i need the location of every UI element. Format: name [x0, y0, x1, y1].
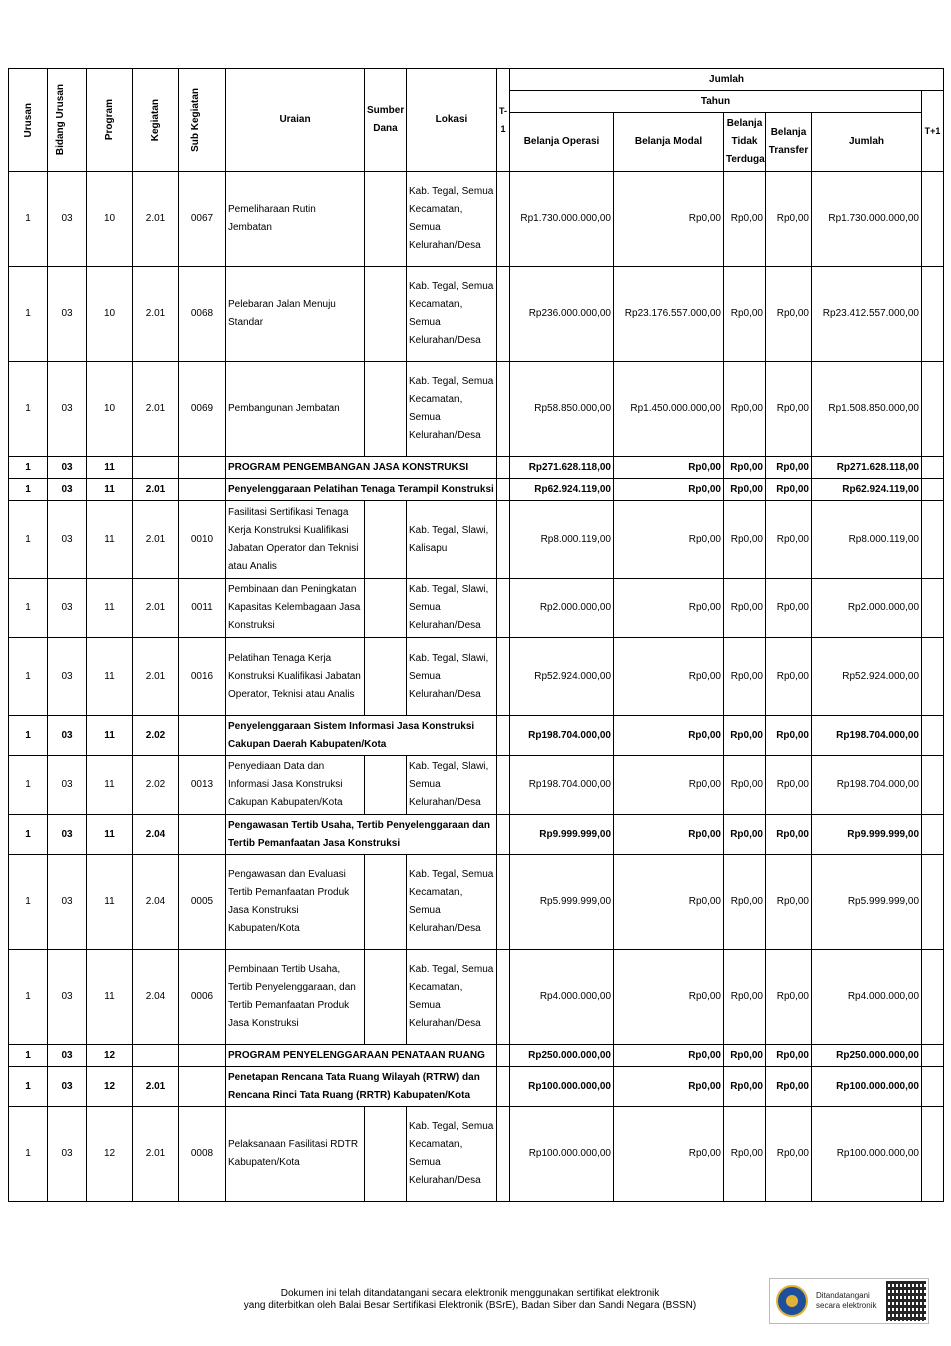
cell-kegiatan: [133, 457, 179, 479]
qr-code-icon: [886, 1281, 926, 1321]
cell-belanja-transfer: Rp0,00: [766, 479, 812, 501]
cell-sub-kegiatan: 0069: [179, 362, 226, 457]
cell-uraian: Pembangunan Jembatan: [226, 362, 365, 457]
header-t-plus-1: T+1: [922, 91, 944, 172]
cell-t-minus-1: [497, 950, 510, 1045]
cell-uraian: Pelebaran Jalan Menuju Standar: [226, 267, 365, 362]
table-row: [9, 457, 944, 479]
table-row: [9, 638, 944, 716]
table-row: [9, 950, 944, 1045]
cell-bidang-urusan: 03: [48, 638, 87, 716]
cell-belanja-operasi: Rp5.999.999,00: [510, 855, 614, 950]
cell-urusan: 1: [9, 1107, 48, 1202]
cell-urusan: 1: [9, 172, 48, 267]
header-uraian: Uraian: [226, 69, 365, 172]
cell-sub-kegiatan: [179, 716, 226, 756]
table-row: [9, 815, 944, 855]
cell-kegiatan: 2.01: [133, 501, 179, 579]
cell-t-minus-1: [497, 1067, 510, 1107]
cell-t-plus-1: [922, 579, 944, 638]
cell-bidang-urusan: 03: [48, 1107, 87, 1202]
budget-table: [8, 68, 944, 1202]
cell-t-minus-1: [497, 638, 510, 716]
cell-t-minus-1: [497, 267, 510, 362]
bssn-seal-icon: [776, 1285, 808, 1317]
table-header: [9, 69, 944, 172]
cell-bidang-urusan: 03: [48, 579, 87, 638]
e-signature-stamp: [769, 1278, 929, 1324]
cell-belanja-operasi: Rp100.000.000,00: [510, 1067, 614, 1107]
cell-kegiatan: [133, 1045, 179, 1067]
cell-belanja-operasi: Rp236.000.000,00: [510, 267, 614, 362]
cell-belanja-tidak-terduga: Rp0,00: [724, 579, 766, 638]
cell-lokasi: Kab. Tegal, Slawi, Kalisapu: [407, 501, 497, 579]
cell-belanja-transfer: Rp0,00: [766, 362, 812, 457]
cell-urusan: 1: [9, 579, 48, 638]
cell-program: 11: [87, 457, 133, 479]
cell-uraian: Pembinaan Tertib Usaha, Tertib Penyelenggaraan, dan Tertib Pemanfaatan Produk Jasa Konstruksi: [226, 950, 365, 1045]
header-t-minus-1: T-1: [497, 69, 510, 172]
cell-program: 11: [87, 579, 133, 638]
cell-program: 12: [87, 1067, 133, 1107]
cell-urusan: 1: [9, 267, 48, 362]
cell-kegiatan: 2.04: [133, 815, 179, 855]
cell-belanja-tidak-terduga: Rp0,00: [724, 1045, 766, 1067]
cell-belanja-operasi: Rp198.704.000,00: [510, 716, 614, 756]
cell-t-minus-1: [497, 716, 510, 756]
signature-notice-line2: yang diterbitkan oleh Balai Besar Sertifikasi Elektronik (BSrE), Badan Siber dan Sandi Negara (BSSN): [243, 1300, 697, 1311]
cell-jumlah: Rp1.730.000.000,00: [812, 172, 922, 267]
table-row: [9, 267, 944, 362]
table-row: [9, 479, 944, 501]
cell-t-plus-1: [922, 172, 944, 267]
cell-sumber-dana: [365, 855, 407, 950]
cell-program: 10: [87, 267, 133, 362]
cell-belanja-tidak-terduga: Rp0,00: [724, 716, 766, 756]
cell-belanja-transfer: Rp0,00: [766, 855, 812, 950]
header-lokasi: Lokasi: [407, 69, 497, 172]
cell-belanja-tidak-terduga: Rp0,00: [724, 267, 766, 362]
cell-sumber-dana: [365, 950, 407, 1045]
cell-sumber-dana: [365, 501, 407, 579]
cell-sumber-dana: [365, 362, 407, 457]
header-belanja-tidak-terduga: Belanja Tidak Terduga: [724, 113, 766, 172]
cell-belanja-tidak-terduga: Rp0,00: [724, 638, 766, 716]
cell-t-plus-1: [922, 855, 944, 950]
cell-uraian: Penyelenggaraan Sistem Informasi Jasa Konstruksi Cakupan Daerah Kabupaten/Kota: [226, 716, 497, 756]
cell-urusan: 1: [9, 638, 48, 716]
table-row: [9, 362, 944, 457]
cell-t-plus-1: [922, 1045, 944, 1067]
cell-jumlah: Rp1.508.850.000,00: [812, 362, 922, 457]
cell-t-plus-1: [922, 756, 944, 815]
cell-belanja-transfer: Rp0,00: [766, 756, 812, 815]
cell-belanja-tidak-terduga: Rp0,00: [724, 501, 766, 579]
cell-sumber-dana: [365, 172, 407, 267]
cell-belanja-operasi: Rp198.704.000,00: [510, 756, 614, 815]
cell-bidang-urusan: 03: [48, 815, 87, 855]
cell-urusan: 1: [9, 1045, 48, 1067]
cell-t-plus-1: [922, 638, 944, 716]
cell-kegiatan: 2.01: [133, 267, 179, 362]
cell-kegiatan: 2.04: [133, 855, 179, 950]
cell-uraian: Pengawasan Tertib Usaha, Tertib Penyelenggaraan dan Tertib Pemanfaatan Jasa Konstruksi: [226, 815, 497, 855]
cell-jumlah: Rp62.924.119,00: [812, 479, 922, 501]
cell-sub-kegiatan: [179, 1067, 226, 1107]
cell-sumber-dana: [365, 579, 407, 638]
cell-uraian: Penyelenggaraan Pelatihan Tenaga Terampil Konstruksi: [226, 479, 497, 501]
cell-sub-kegiatan: 0008: [179, 1107, 226, 1202]
cell-sumber-dana: [365, 638, 407, 716]
cell-belanja-modal: Rp1.450.000.000,00: [614, 362, 724, 457]
cell-lokasi: Kab. Tegal, Slawi, Semua Kelurahan/Desa: [407, 579, 497, 638]
cell-lokasi: Kab. Tegal, Semua Kecamatan, Semua Kelurahan/Desa: [407, 950, 497, 1045]
header-urusan: Urusan: [9, 69, 48, 172]
cell-t-minus-1: [497, 1107, 510, 1202]
cell-program: 11: [87, 950, 133, 1045]
cell-t-minus-1: [497, 479, 510, 501]
cell-jumlah: Rp52.924.000,00: [812, 638, 922, 716]
cell-urusan: 1: [9, 756, 48, 815]
header-kegiatan: Kegiatan: [133, 69, 179, 172]
signature-notice-line1: Dokumen ini telah ditandatangani secara elektronik menggunakan sertifikat elektronik: [280, 1288, 660, 1299]
cell-kegiatan: 2.01: [133, 479, 179, 501]
cell-jumlah: Rp23.412.557.000,00: [812, 267, 922, 362]
cell-belanja-operasi: Rp9.999.999,00: [510, 815, 614, 855]
cell-sub-kegiatan: [179, 457, 226, 479]
table-row: [9, 172, 944, 267]
cell-jumlah: Rp271.628.118,00: [812, 457, 922, 479]
cell-program: 11: [87, 756, 133, 815]
cell-belanja-modal: Rp0,00: [614, 479, 724, 501]
cell-belanja-transfer: Rp0,00: [766, 1045, 812, 1067]
cell-belanja-modal: Rp0,00: [614, 1107, 724, 1202]
cell-sumber-dana: [365, 267, 407, 362]
table-row: [9, 716, 944, 756]
cell-t-plus-1: [922, 479, 944, 501]
cell-belanja-modal: Rp0,00: [614, 638, 724, 716]
cell-kegiatan: 2.01: [133, 172, 179, 267]
cell-belanja-transfer: Rp0,00: [766, 579, 812, 638]
cell-t-minus-1: [497, 457, 510, 479]
cell-program: 11: [87, 855, 133, 950]
cell-lokasi: Kab. Tegal, Semua Kecamatan, Semua Kelurahan/Desa: [407, 172, 497, 267]
cell-bidang-urusan: 03: [48, 501, 87, 579]
cell-sub-kegiatan: 0013: [179, 756, 226, 815]
cell-belanja-operasi: Rp8.000.119,00: [510, 501, 614, 579]
cell-belanja-operasi: Rp271.628.118,00: [510, 457, 614, 479]
header-jumlah-group: Jumlah: [510, 69, 944, 91]
cell-lokasi: Kab. Tegal, Slawi, Semua Kelurahan/Desa: [407, 638, 497, 716]
cell-belanja-modal: Rp0,00: [614, 1045, 724, 1067]
cell-belanja-operasi: Rp2.000.000,00: [510, 579, 614, 638]
table-row: [9, 579, 944, 638]
cell-t-minus-1: [497, 855, 510, 950]
cell-belanja-tidak-terduga: Rp0,00: [724, 855, 766, 950]
table-row: [9, 756, 944, 815]
cell-belanja-modal: Rp0,00: [614, 815, 724, 855]
cell-program: 11: [87, 716, 133, 756]
cell-t-plus-1: [922, 815, 944, 855]
header-belanja-transfer: Belanja Transfer: [766, 113, 812, 172]
cell-uraian: PROGRAM PENYELENGGARAAN PENATAAN RUANG: [226, 1045, 497, 1067]
cell-t-minus-1: [497, 501, 510, 579]
cell-sub-kegiatan: 0005: [179, 855, 226, 950]
cell-belanja-modal: Rp0,00: [614, 1067, 724, 1107]
cell-jumlah: Rp8.000.119,00: [812, 501, 922, 579]
cell-belanja-transfer: Rp0,00: [766, 457, 812, 479]
cell-belanja-modal: Rp23.176.557.000,00: [614, 267, 724, 362]
cell-bidang-urusan: 03: [48, 756, 87, 815]
cell-bidang-urusan: 03: [48, 172, 87, 267]
cell-belanja-operasi: Rp100.000.000,00: [510, 1107, 614, 1202]
cell-urusan: 1: [9, 479, 48, 501]
cell-urusan: 1: [9, 855, 48, 950]
header-bidang-urusan: Bidang Urusan: [48, 69, 87, 172]
cell-jumlah: Rp5.999.999,00: [812, 855, 922, 950]
cell-belanja-modal: Rp0,00: [614, 501, 724, 579]
cell-program: 11: [87, 815, 133, 855]
cell-uraian: Fasilitasi Sertifikasi Tenaga Kerja Konstruksi Kualifikasi Jabatan Operator dan Teknisi atau Analis: [226, 501, 365, 579]
cell-belanja-tidak-terduga: Rp0,00: [724, 362, 766, 457]
cell-sub-kegiatan: [179, 815, 226, 855]
cell-bidang-urusan: 03: [48, 950, 87, 1045]
cell-kegiatan: 2.02: [133, 756, 179, 815]
cell-belanja-modal: Rp0,00: [614, 756, 724, 815]
table-row: [9, 1067, 944, 1107]
cell-program: 11: [87, 479, 133, 501]
cell-belanja-tidak-terduga: Rp0,00: [724, 950, 766, 1045]
cell-belanja-tidak-terduga: Rp0,00: [724, 479, 766, 501]
cell-program: 12: [87, 1045, 133, 1067]
cell-t-minus-1: [497, 172, 510, 267]
cell-program: 11: [87, 501, 133, 579]
cell-program: 10: [87, 172, 133, 267]
cell-lokasi: Kab. Tegal, Semua Kecamatan, Semua Kelurahan/Desa: [407, 855, 497, 950]
cell-t-plus-1: [922, 267, 944, 362]
cell-belanja-modal: Rp0,00: [614, 950, 724, 1045]
cell-kegiatan: 2.02: [133, 716, 179, 756]
cell-belanja-tidak-terduga: Rp0,00: [724, 756, 766, 815]
cell-kegiatan: 2.01: [133, 579, 179, 638]
cell-sumber-dana: [365, 1107, 407, 1202]
cell-uraian: Penetapan Rencana Tata Ruang Wilayah (RTRW) dan Rencana Rinci Tata Ruang (RRTR) Kabupaten/Kota: [226, 1067, 497, 1107]
cell-program: 12: [87, 1107, 133, 1202]
cell-sub-kegiatan: 0006: [179, 950, 226, 1045]
table-row: [9, 1045, 944, 1067]
cell-t-plus-1: [922, 950, 944, 1045]
cell-uraian: Pemeliharaan Rutin Jembatan: [226, 172, 365, 267]
cell-program: 10: [87, 362, 133, 457]
cell-lokasi: Kab. Tegal, Semua Kecamatan, Semua Kelurahan/Desa: [407, 267, 497, 362]
cell-belanja-tidak-terduga: Rp0,00: [724, 1107, 766, 1202]
cell-kegiatan: 2.01: [133, 1107, 179, 1202]
cell-t-plus-1: [922, 362, 944, 457]
cell-urusan: 1: [9, 716, 48, 756]
cell-urusan: 1: [9, 362, 48, 457]
cell-jumlah: Rp198.704.000,00: [812, 716, 922, 756]
cell-t-minus-1: [497, 579, 510, 638]
cell-belanja-operasi: Rp4.000.000,00: [510, 950, 614, 1045]
header-belanja-operasi: Belanja Operasi: [510, 113, 614, 172]
cell-bidang-urusan: 03: [48, 457, 87, 479]
cell-t-plus-1: [922, 1067, 944, 1107]
cell-bidang-urusan: 03: [48, 362, 87, 457]
cell-belanja-transfer: Rp0,00: [766, 815, 812, 855]
cell-t-plus-1: [922, 1107, 944, 1202]
table-row: [9, 1107, 944, 1202]
cell-t-plus-1: [922, 716, 944, 756]
cell-uraian: Pelatihan Tenaga Kerja Konstruksi Kualifikasi Jabatan Operator, Teknisi atau Analis: [226, 638, 365, 716]
cell-kegiatan: 2.01: [133, 362, 179, 457]
cell-uraian: Pengawasan dan Evaluasi Tertib Pemanfaatan Produk Jasa Konstruksi Kabupaten/Kota: [226, 855, 365, 950]
cell-belanja-tidak-terduga: Rp0,00: [724, 172, 766, 267]
cell-t-minus-1: [497, 815, 510, 855]
cell-sub-kegiatan: 0010: [179, 501, 226, 579]
cell-belanja-transfer: Rp0,00: [766, 716, 812, 756]
cell-sumber-dana: [365, 756, 407, 815]
header-tahun: Tahun: [510, 91, 922, 113]
cell-urusan: 1: [9, 815, 48, 855]
cell-bidang-urusan: 03: [48, 479, 87, 501]
cell-belanja-modal: Rp0,00: [614, 716, 724, 756]
cell-jumlah: Rp100.000.000,00: [812, 1067, 922, 1107]
header-program: Program: [87, 69, 133, 172]
header-belanja-modal: Belanja Modal: [614, 113, 724, 172]
cell-jumlah: Rp198.704.000,00: [812, 756, 922, 815]
table-body: [9, 172, 944, 1202]
cell-lokasi: Kab. Tegal, Semua Kecamatan, Semua Kelurahan/Desa: [407, 1107, 497, 1202]
cell-bidang-urusan: 03: [48, 1067, 87, 1107]
cell-t-minus-1: [497, 756, 510, 815]
cell-urusan: 1: [9, 501, 48, 579]
cell-belanja-modal: Rp0,00: [614, 579, 724, 638]
cell-belanja-tidak-terduga: Rp0,00: [724, 457, 766, 479]
cell-jumlah: Rp100.000.000,00: [812, 1107, 922, 1202]
cell-bidang-urusan: 03: [48, 855, 87, 950]
cell-jumlah: Rp250.000.000,00: [812, 1045, 922, 1067]
signature-notice: [180, 1288, 760, 1312]
cell-lokasi: Kab. Tegal, Semua Kecamatan, Semua Kelurahan/Desa: [407, 362, 497, 457]
cell-t-plus-1: [922, 501, 944, 579]
cell-belanja-transfer: Rp0,00: [766, 172, 812, 267]
cell-belanja-tidak-terduga: Rp0,00: [724, 815, 766, 855]
cell-kegiatan: 2.01: [133, 638, 179, 716]
cell-belanja-modal: Rp0,00: [614, 457, 724, 479]
cell-belanja-transfer: Rp0,00: [766, 950, 812, 1045]
cell-belanja-operasi: Rp62.924.119,00: [510, 479, 614, 501]
cell-urusan: 1: [9, 950, 48, 1045]
cell-bidang-urusan: 03: [48, 1045, 87, 1067]
cell-t-minus-1: [497, 1045, 510, 1067]
cell-lokasi: Kab. Tegal, Slawi, Semua Kelurahan/Desa: [407, 756, 497, 815]
header-sub-kegiatan: Sub Kegiatan: [179, 69, 226, 172]
cell-belanja-transfer: Rp0,00: [766, 267, 812, 362]
cell-belanja-transfer: Rp0,00: [766, 638, 812, 716]
cell-uraian: Penyediaan Data dan Informasi Jasa Konstruksi Cakupan Kabupaten/Kota: [226, 756, 365, 815]
cell-belanja-operasi: Rp1.730.000.000,00: [510, 172, 614, 267]
cell-belanja-transfer: Rp0,00: [766, 1067, 812, 1107]
cell-uraian: Pelaksanaan Fasilitasi RDTR Kabupaten/Kota: [226, 1107, 365, 1202]
cell-belanja-modal: Rp0,00: [614, 855, 724, 950]
cell-sub-kegiatan: 0011: [179, 579, 226, 638]
cell-belanja-modal: Rp0,00: [614, 172, 724, 267]
cell-program: 11: [87, 638, 133, 716]
cell-uraian: PROGRAM PENGEMBANGAN JASA KONSTRUKSI: [226, 457, 497, 479]
cell-uraian: Pembinaan dan Peningkatan Kapasitas Kelembagaan Jasa Konstruksi: [226, 579, 365, 638]
cell-belanja-operasi: Rp52.924.000,00: [510, 638, 614, 716]
cell-belanja-operasi: Rp58.850.000,00: [510, 362, 614, 457]
cell-jumlah: Rp2.000.000,00: [812, 579, 922, 638]
cell-urusan: 1: [9, 457, 48, 479]
cell-sub-kegiatan: [179, 479, 226, 501]
cell-sub-kegiatan: 0016: [179, 638, 226, 716]
cell-kegiatan: 2.01: [133, 1067, 179, 1107]
cell-jumlah: Rp4.000.000,00: [812, 950, 922, 1045]
cell-sub-kegiatan: [179, 1045, 226, 1067]
cell-sub-kegiatan: 0068: [179, 267, 226, 362]
cell-bidang-urusan: 03: [48, 267, 87, 362]
table-row: [9, 855, 944, 950]
header-sumber-dana: Sumber Dana: [365, 69, 407, 172]
header-jumlah: Jumlah: [812, 113, 922, 172]
cell-belanja-operasi: Rp250.000.000,00: [510, 1045, 614, 1067]
cell-t-minus-1: [497, 362, 510, 457]
stamp-text: Ditandatangani secara elektronik: [816, 1291, 877, 1310]
cell-kegiatan: 2.04: [133, 950, 179, 1045]
cell-bidang-urusan: 03: [48, 716, 87, 756]
cell-belanja-tidak-terduga: Rp0,00: [724, 1067, 766, 1107]
cell-t-plus-1: [922, 457, 944, 479]
cell-belanja-transfer: Rp0,00: [766, 501, 812, 579]
cell-sub-kegiatan: 0067: [179, 172, 226, 267]
cell-belanja-transfer: Rp0,00: [766, 1107, 812, 1202]
cell-jumlah: Rp9.999.999,00: [812, 815, 922, 855]
cell-urusan: 1: [9, 1067, 48, 1107]
table-row: [9, 501, 944, 579]
